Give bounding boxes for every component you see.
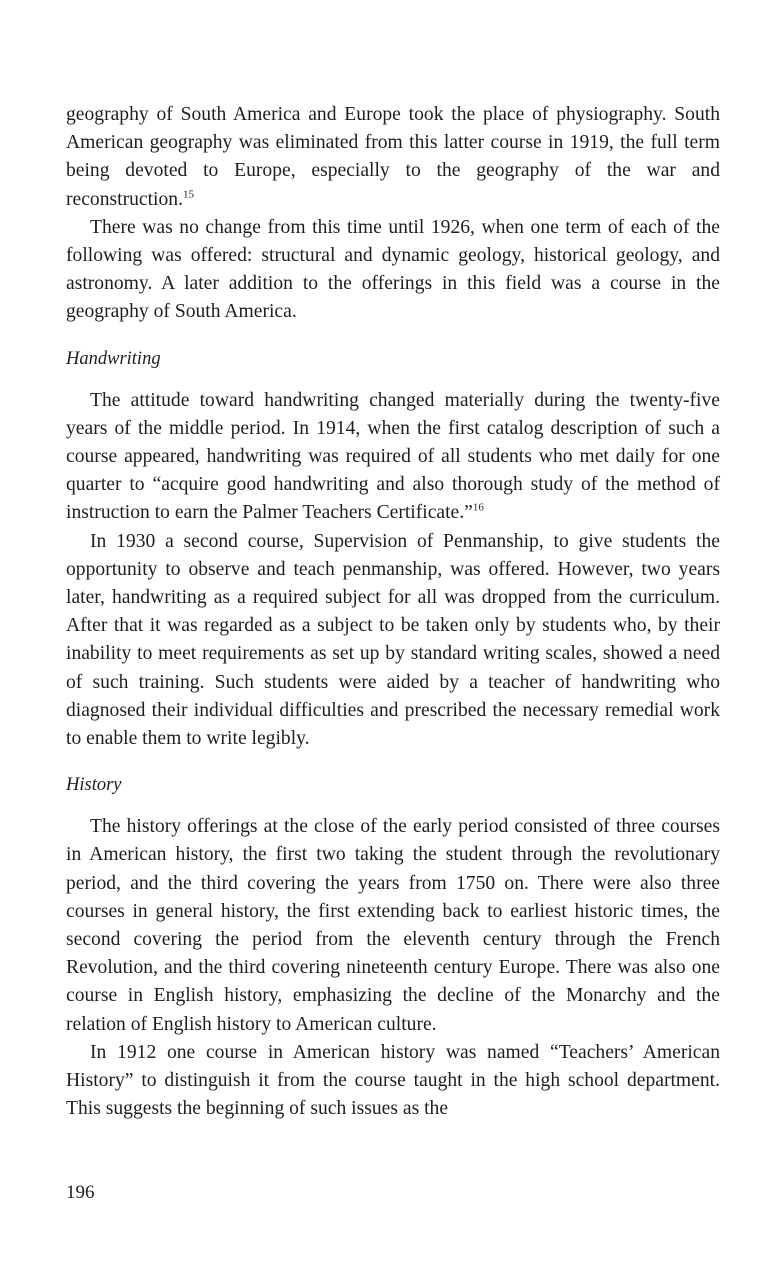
paragraph-history-offerings [66, 813, 720, 1039]
paragraph-handwriting-1930 [66, 528, 720, 754]
footnote-reference: 15 [182, 188, 194, 201]
paragraph-geography-later [66, 214, 720, 327]
paragraph-text: There was no change from this time until 1926, when one term of each of the following was offered: structural and dynamic geology, historical geology, and astronomy. A later addition to the offerings in this field was a course in the geography of South America. [66, 216, 720, 323]
paragraph-text: In 1930 a second course, Supervision of Penmanship, to give students the opportunity to observe and teach penmanship, was offered. However, two years later, handwriting as a required subject for all was dropped from the curriculum. After that it was regarded as a subject to be taken only by students who, by their inability to meet requirements as set up by standard writing scales, showed a need of such training. Such students were aided by a teacher of handwriting who diagnosed their individual difficulties and prescribed the necessary remedial work to enable them to write legibly. [66, 530, 720, 750]
paragraph-text: geography of South America and Europe took the place of physiography. South American geography was eliminated from this latter course in 1919, the full term being devoted to Europe, especially to the geography of the war and reconstruction. [66, 104, 720, 210]
paragraph-history-1912 [66, 1039, 720, 1124]
section-heading-handwriting: Handwriting [66, 348, 161, 369]
paragraph-handwriting-attitude [66, 387, 720, 528]
paragraph-text: The history offerings at the close of the early period consisted of three courses in American history, the first two taking the student through the revolutionary period, and the third covering the years from 1750 on. There were also three courses in general history, the first extending back to earliest historic times, the second covering the period from the eleventh century through the French Revolution, and the third covering nineteenth century Europe. There was also one course in English history, emphasizing the decline of the Monarchy and the relation of English history to American culture. [66, 816, 720, 1035]
section-heading-history: History [66, 775, 122, 796]
footnote-reference: 16 [472, 501, 484, 514]
paragraph-text: In 1912 one course in American history was named “Teachers’ American History” to distinguish it from the course taught in the high school department. This suggests the beginning of such issues as the [66, 1041, 720, 1120]
page-body [66, 101, 720, 1124]
paragraph-text: The attitude toward handwriting changed materially during the twenty-five years of the middle period. In 1914, when the first catalog description of such a course appeared, handwriting was required of all students who met daily for one quarter to “acquire good handwriting and also thorough study of the method of instruction to earn the Palmer Teachers Certificate.” [66, 389, 720, 524]
paragraph-geography-continued [66, 101, 720, 214]
page-number: 196 [66, 1182, 95, 1203]
